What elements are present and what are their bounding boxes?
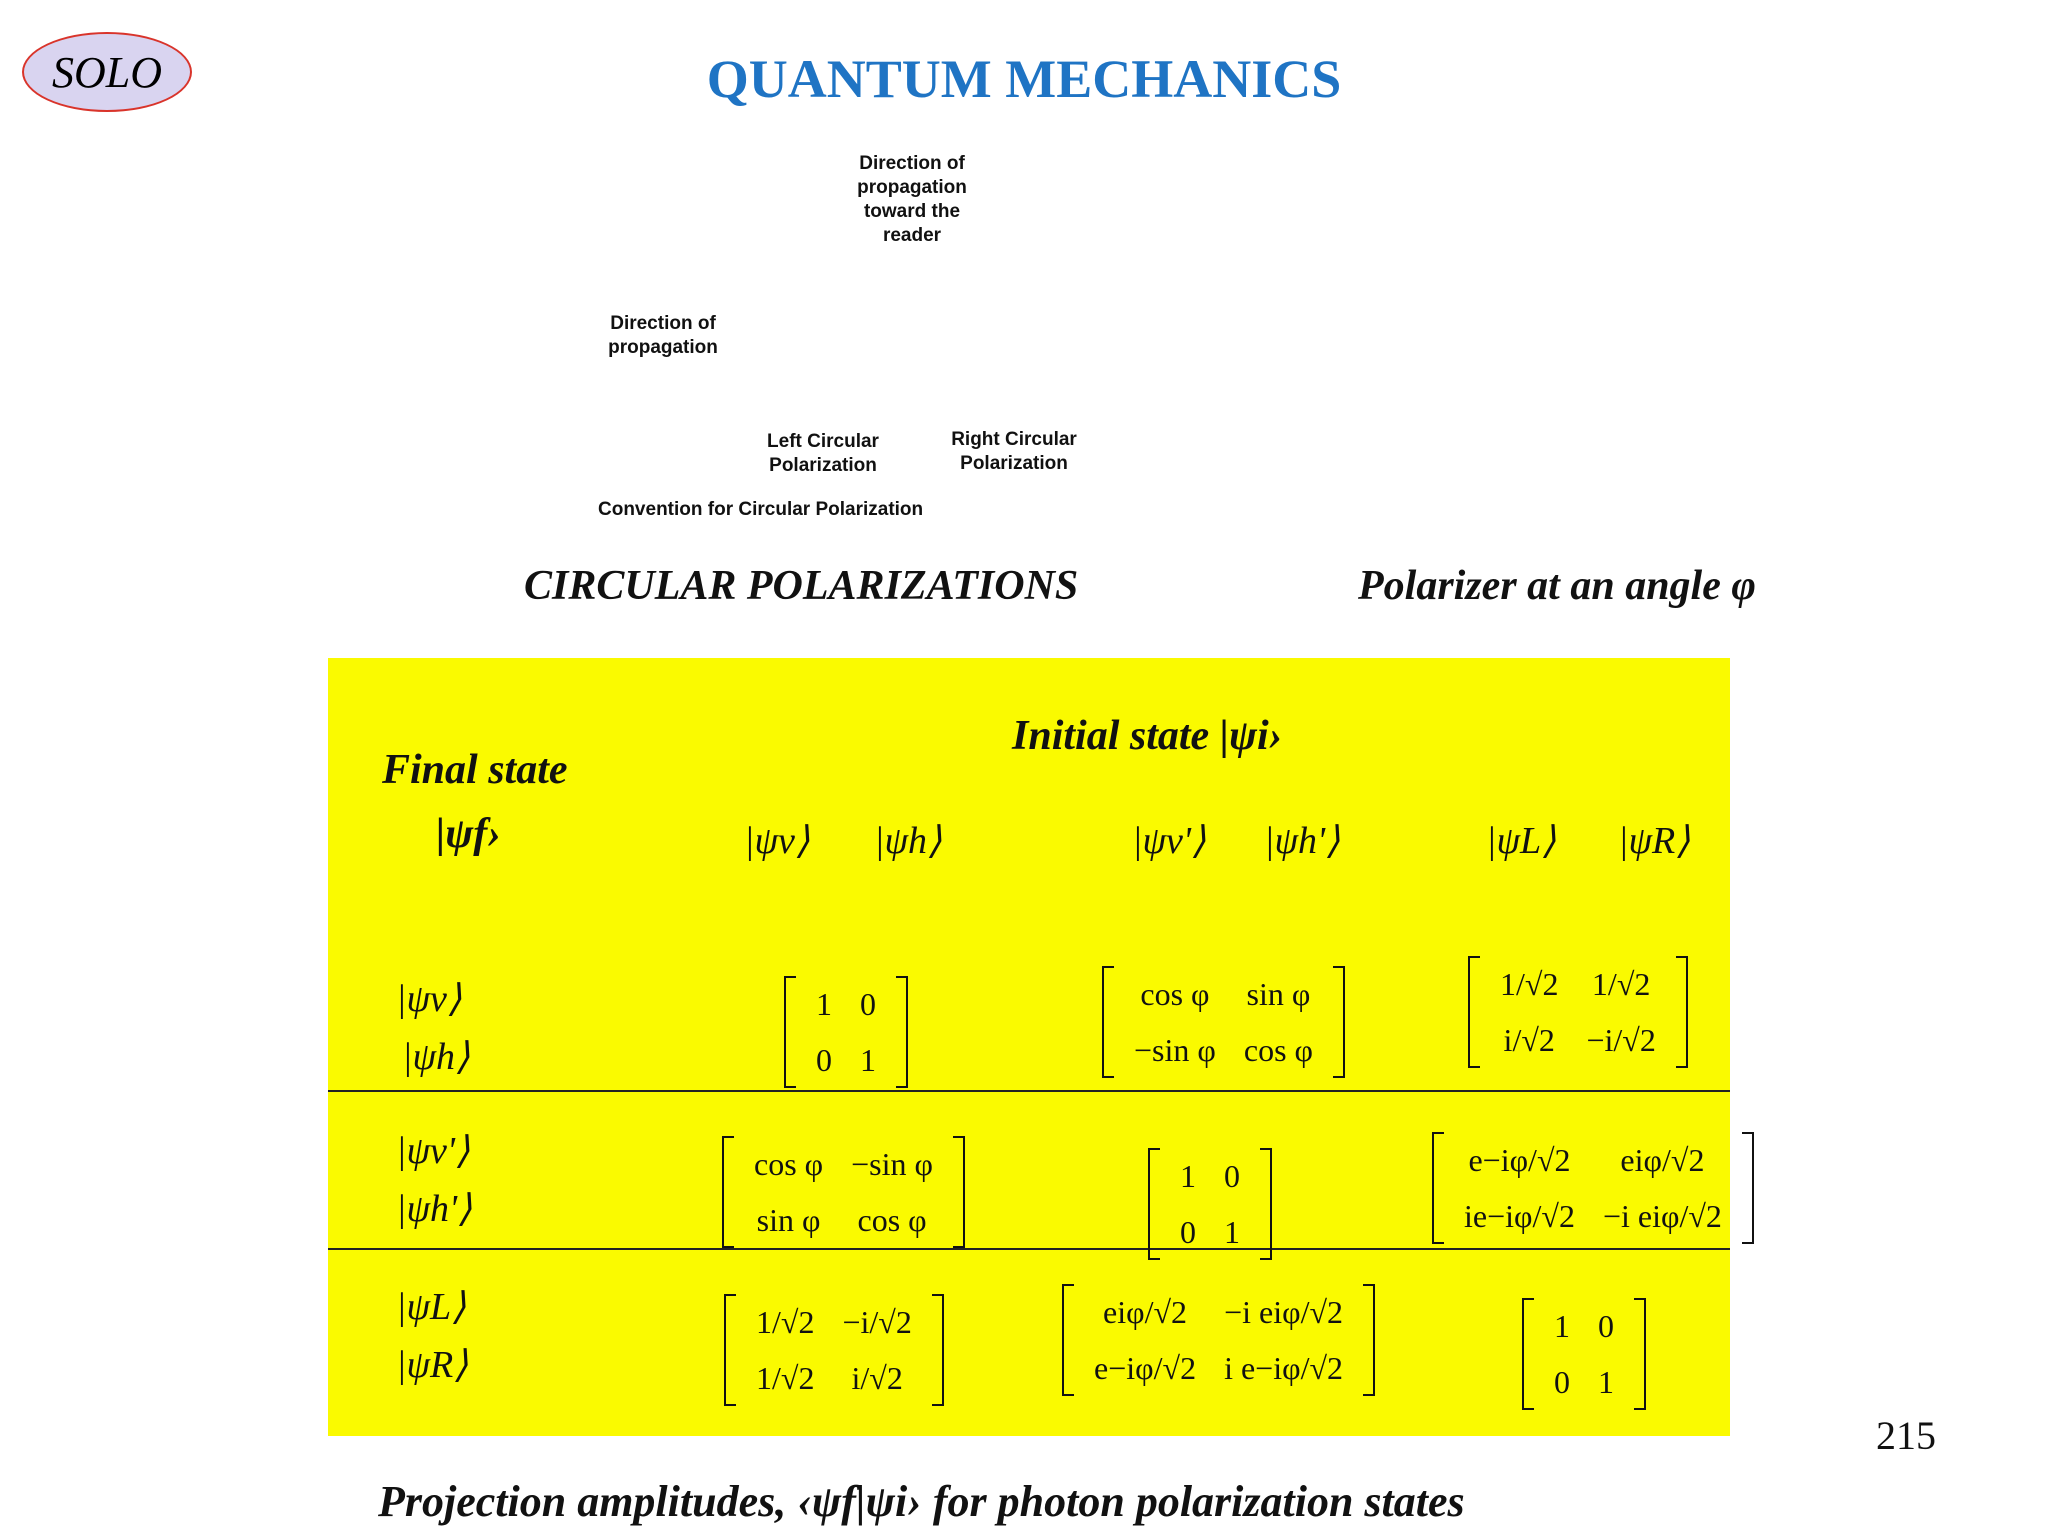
matrix-entry: −sin φ <box>851 1145 933 1182</box>
matrix-entry: cos φ <box>857 1201 927 1238</box>
matrix-entry: eiφ/√2 <box>1620 1141 1705 1178</box>
matrix-entry: sin φ <box>1246 975 1311 1012</box>
row-ket-v-prime: |ψv'⟩ <box>396 1130 470 1172</box>
label-right-circular: Right Circular Polarization <box>951 429 1077 474</box>
matrix-entry: −i eiφ/√2 <box>1602 1197 1722 1234</box>
label-convention: Convention for Circular Polarization <box>598 499 924 520</box>
bracket-left <box>784 976 796 1088</box>
matrix-entry: 1/√2 <box>756 1303 815 1340</box>
matrix-entry: 1 <box>1598 1363 1614 1400</box>
matrix-entry: 0 <box>860 985 876 1022</box>
matrix-entry: 0 <box>816 1041 832 1078</box>
page-title: QUANTUM MECHANICS <box>706 49 1342 109</box>
matrix-entry: 1 <box>860 1041 876 1078</box>
bracket-left <box>1102 966 1114 1078</box>
row-divider <box>328 1090 1730 1092</box>
col-ket-h: |ψh⟩ <box>874 820 942 862</box>
matrix-entry: i e−iφ/√2 <box>1224 1349 1344 1386</box>
col-ket-r: |ψR⟩ <box>1618 820 1691 862</box>
matrix-entry: 1 <box>1554 1307 1570 1344</box>
bracket-right <box>932 1294 944 1406</box>
initial-state-label: Initial state |ψi› <box>1012 713 1283 759</box>
matrix-l-r-to-vp-hp <box>1062 1284 1375 1396</box>
bracket-left <box>1522 1298 1534 1410</box>
col-ket-h-prime: |ψh'⟩ <box>1264 820 1340 862</box>
label-left-circular: Left Circular Polarization <box>767 431 879 476</box>
heading-circular-polarizations: CIRCULAR POLARIZATIONS <box>524 563 1079 609</box>
matrix-entry: sin φ <box>756 1201 821 1238</box>
matrix-l-r-to-l-r <box>1522 1298 1646 1410</box>
heading-polarizer-angle: Polarizer at an angle φ <box>1358 563 1756 609</box>
matrix-entry: 0 <box>1224 1157 1240 1194</box>
matrix-v-h-to-vp-hp <box>1102 966 1345 1078</box>
matrix-entry: 1/√2 <box>756 1359 815 1396</box>
matrix-entry: −i/√2 <box>842 1303 912 1340</box>
bracket-left <box>1148 1148 1160 1260</box>
matrix-entry: 0 <box>1554 1363 1570 1400</box>
bracket-left <box>1468 956 1480 1068</box>
matrix-entry: 1 <box>1180 1157 1196 1194</box>
bracket-right <box>1333 966 1345 1078</box>
row-ket-h: |ψh⟩ <box>402 1036 470 1078</box>
final-state-label: Final state <box>382 747 568 793</box>
bracket-right <box>953 1136 965 1248</box>
label-propagation-toward-reader: Direction of propagation toward the reader <box>857 153 967 246</box>
bracket-right <box>1634 1298 1646 1410</box>
bracket-left <box>724 1294 736 1406</box>
row-divider <box>328 1248 1730 1250</box>
bracket-left <box>1432 1132 1444 1244</box>
bracket-right <box>1742 1132 1754 1244</box>
bracket-right <box>1363 1284 1375 1396</box>
matrix-entry: cos φ <box>1140 975 1210 1012</box>
matrix-v-h-to-l-r <box>1468 956 1688 1068</box>
matrix-entry: 0 <box>1598 1307 1614 1344</box>
matrix-entry: 0 <box>1180 1213 1196 1250</box>
matrix-entry: 1 <box>816 985 832 1022</box>
bracket-right <box>1676 956 1688 1068</box>
bracket-right <box>896 976 908 1088</box>
col-ket-v: |ψv⟩ <box>744 820 810 862</box>
label-propagation: Direction of propagation <box>608 313 718 358</box>
matrix-entry: i/√2 <box>1503 1021 1555 1058</box>
bracket-left <box>722 1136 734 1248</box>
final-state-ket: |ψf› <box>436 811 502 857</box>
matrix-v-h-to-v-h <box>784 976 908 1088</box>
caption: Projection amplitudes, ‹ψf|ψi› for photon polarization states <box>378 1477 1465 1526</box>
matrix-entry: eiφ/√2 <box>1103 1293 1188 1330</box>
matrix-entry: 1 <box>1224 1213 1240 1250</box>
matrix-vp-hp-to-vp-hp <box>1148 1148 1272 1260</box>
matrix-entry: ie−iφ/√2 <box>1464 1197 1575 1234</box>
matrix-entry: e−iφ/√2 <box>1468 1141 1571 1178</box>
bracket-right <box>1260 1148 1272 1260</box>
matrix-l-r-to-v-h <box>724 1294 944 1406</box>
bracket-left <box>1062 1284 1074 1396</box>
matrix-entry: i/√2 <box>851 1359 903 1396</box>
row-ket-r: |ψR⟩ <box>396 1344 469 1386</box>
matrix-entry: −i eiφ/√2 <box>1224 1293 1344 1330</box>
matrix-entry: cos φ <box>754 1145 824 1182</box>
col-ket-l: |ψL⟩ <box>1486 820 1557 862</box>
matrix-entry: 1/√2 <box>1591 965 1651 1002</box>
matrix-vp-hp-to-v-h <box>722 1136 965 1248</box>
page-number: 215 <box>1876 1413 1936 1458</box>
matrix-entry: cos φ <box>1243 1031 1313 1068</box>
row-ket-v: |ψv⟩ <box>396 978 462 1020</box>
matrix-entry: 1/√2 <box>1500 965 1559 1002</box>
matrix-entry: −sin φ <box>1134 1031 1216 1068</box>
matrix-entry: e−iφ/√2 <box>1094 1349 1197 1386</box>
row-ket-h-prime: |ψh'⟩ <box>396 1188 472 1230</box>
matrix-entry: −i/√2 <box>1586 1021 1656 1058</box>
matrix-vp-hp-to-l-r <box>1432 1132 1754 1244</box>
col-ket-v-prime: |ψv'⟩ <box>1132 820 1206 862</box>
logo-text: SOLO <box>51 47 163 97</box>
projection-table <box>328 658 1730 1436</box>
row-ket-l: |ψL⟩ <box>396 1286 467 1328</box>
